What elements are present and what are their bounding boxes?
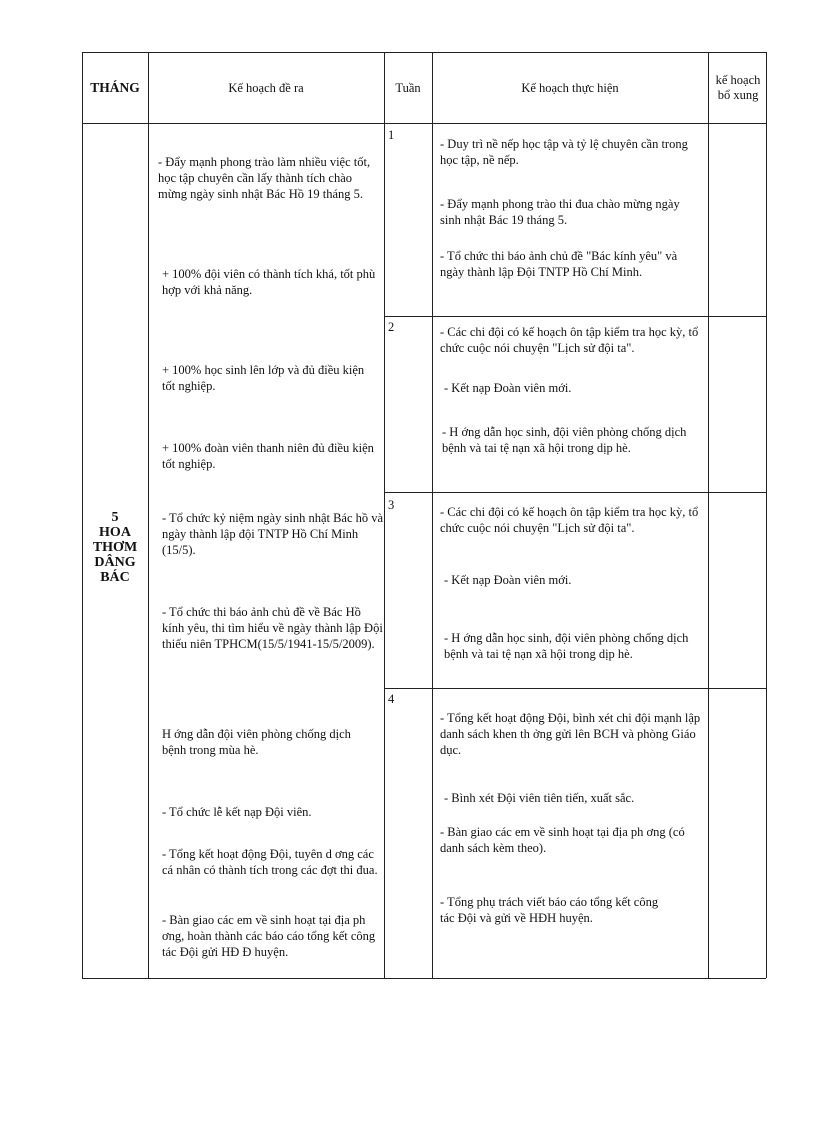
de-ra-item: - Tổ chức thi báo ảnh chủ đề về Bác Hồ kính yêu, thi tìm hiểu về ngày thành lập Đội thiếu niên TPHCM(15/5/1941-15/5/2009). bbox=[162, 605, 383, 651]
de-ra-item: + 100% đoàn viên thanh niên đủ điều kiện tốt nghiệp. bbox=[162, 441, 374, 471]
thang-line: THƠM bbox=[92, 540, 138, 555]
grid-line bbox=[384, 492, 766, 493]
tuan-number: 1 bbox=[388, 128, 395, 142]
de-ra-item: - Tổ chức lễ kết nạp Đội viên. bbox=[162, 805, 312, 819]
thang-line: 5 bbox=[111, 510, 119, 525]
week-item: - Tổng kết hoạt động Đội, bình xét chi đội mạnh lập danh sách khen th ởng gửi lên BCH và phòng Giáo dục. bbox=[440, 711, 701, 757]
header-ke-hoach-de-ra: Kế hoạch đề ra bbox=[228, 80, 304, 95]
de-ra-item: H ớng dẫn đội viên phòng chống dịch bệnh trong mùa hè. bbox=[162, 727, 351, 757]
grid-line bbox=[708, 52, 709, 978]
de-ra-item: - Đẩy mạnh phong trào làm nhiều việc tốt, học tập chuyên cần lấy thành tích chào mừng ngày sinh nhật Bác Hồ 19 tháng 5. bbox=[158, 155, 371, 201]
grid-line bbox=[82, 978, 766, 979]
grid-line bbox=[384, 688, 766, 689]
thang-line: BÁC bbox=[100, 570, 130, 585]
header-ke-hoach-bo-xung: kế hoạch bổ xung bbox=[715, 72, 761, 102]
week-item: - Các chi đội có kế hoạch ôn tập kiểm tra học kỳ, tổ chức cuộc nói chuyện "Lịch sử đội ta". bbox=[440, 325, 699, 355]
week-item: - H ớng dẫn học sinh, đội viên phòng chống dịch bệnh và tai tệ nạn xã hội trong dịp hè. bbox=[442, 425, 687, 455]
week-item: - Kết nạp Đoàn viên mới. bbox=[444, 381, 572, 395]
grid-line bbox=[432, 52, 433, 978]
thang-value bbox=[82, 510, 148, 585]
de-ra-item: - Bàn giao các em về sinh hoạt tại địa ph ơng, hoàn thành các báo cáo tổng kết công tác Đội gửi HĐ Đ huyện. bbox=[162, 913, 376, 959]
de-ra-item: + 100% đội viên có thành tích khá, tốt phù hợp với khả năng. bbox=[162, 267, 376, 297]
grid-line bbox=[82, 123, 766, 124]
thang-line: HOA bbox=[99, 525, 131, 540]
tuan-number: 4 bbox=[388, 692, 395, 706]
week-item: - Các chi đội có kế hoạch ôn tập kiểm tra học kỳ, tổ chức cuộc nói chuyện "Lịch sử đội ta". bbox=[440, 505, 699, 535]
week-item: - Tổng phụ trách viết báo cáo tổng kết công tác Đội và gửi về HĐH huyện. bbox=[440, 895, 659, 925]
week-item: - H ớng dẫn học sinh, đội viên phòng chống dịch bệnh và tai tệ nạn xã hội trong dịp hè. bbox=[444, 631, 689, 661]
week-item: - Tổ chức thi báo ảnh chủ đề "Bác kính yêu" và ngày thành lập Đội TNTP Hồ Chí Minh. bbox=[440, 249, 678, 279]
header-tuan: Tuần bbox=[395, 80, 421, 95]
grid-line bbox=[384, 316, 766, 317]
week-item: - Bàn giao các em về sinh hoạt tại địa ph ơng (có danh sách kèm theo). bbox=[440, 825, 685, 855]
plan-table bbox=[82, 52, 766, 978]
header-thang: THÁNG bbox=[90, 79, 140, 95]
de-ra-item: - Tổ chức kỷ niệm ngày sinh nhật Bác hồ và ngày thành lập đội TNTP Hồ Chí Minh (15/5). bbox=[162, 511, 384, 557]
tuan-number: 3 bbox=[388, 498, 395, 512]
grid-line bbox=[148, 52, 149, 978]
thang-line: DÂNG bbox=[94, 555, 136, 570]
week-item: - Bình xét Đội viên tiên tiến, xuất sắc. bbox=[444, 791, 635, 805]
week-item: - Đẩy mạnh phong trào thi đua chào mừng ngày sinh nhật Bác 19 tháng 5. bbox=[440, 197, 680, 227]
tuan-number: 2 bbox=[388, 320, 395, 334]
de-ra-item: - Tổng kết hoạt động Đội, tuyên d ơng các cá nhân có thành tích trong các đợt thi đua. bbox=[162, 847, 378, 877]
week-item: - Kết nạp Đoàn viên mới. bbox=[444, 573, 572, 587]
week-item: - Duy trì nề nếp học tập và tỷ lệ chuyên cần trong học tập, nề nếp. bbox=[440, 137, 688, 167]
de-ra-item: + 100% học sinh lên lớp và đủ điều kiện tốt nghiệp. bbox=[162, 363, 365, 393]
grid-line bbox=[384, 52, 385, 978]
grid-line bbox=[766, 52, 767, 978]
header-ke-hoach-thuc-hien: Kế hoạch thực hiện bbox=[521, 80, 619, 95]
